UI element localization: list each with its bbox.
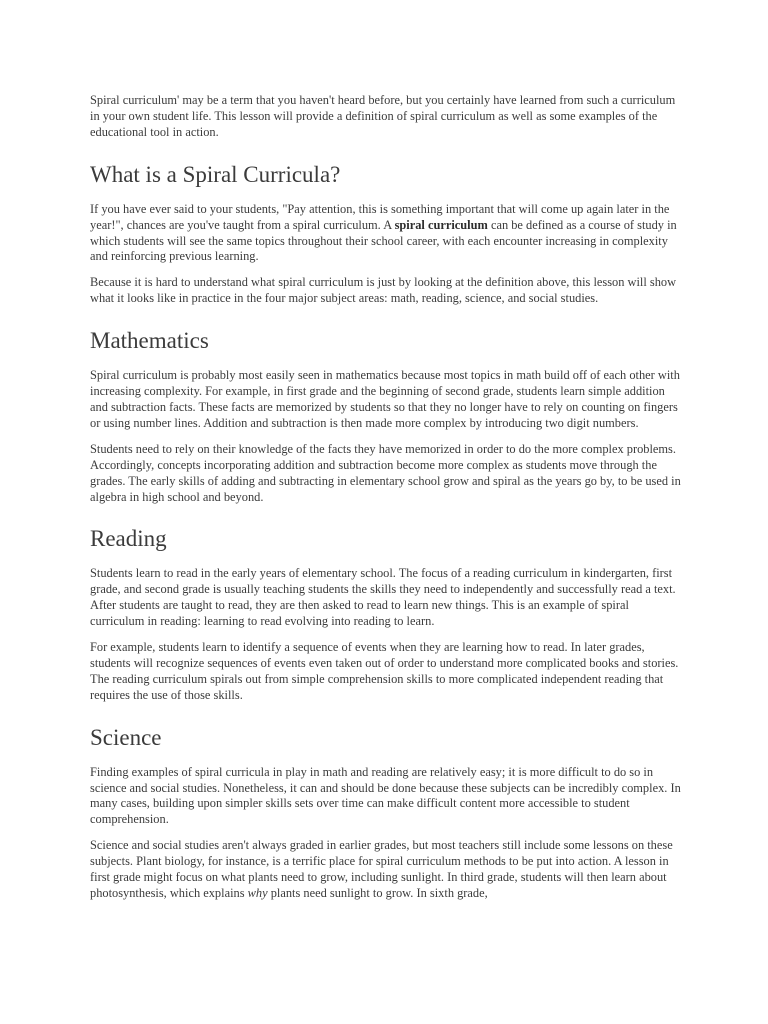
intro-paragraph: Spiral curriculum' may be a term that you haven't heard before, but you certainly have learned from such a curriculum in your own student life. This lesson will provide a definition of spiral curriculum as well as some examples of the educational tool in action. (90, 93, 676, 139)
paragraph-definition: If you have ever said to your students, "Pay attention, this is something important that will come up again later in the year!", chances are you've taught from a spiral curriculum. A spiral curriculum can be defined as a course of study in which students will see the same topics throughout their school career, with each encounter increasing in complexity and reinforcing previous learning. (90, 201, 677, 264)
heading-mathematics: Mathematics (90, 328, 209, 354)
paragraph-math-1: Spiral curriculum is probably most easily seen in mathematics because most topics in math build off of each other with increasing complexity. For example, in first grade and the beginning of second grade, students learn simple addition and subtraction facts. These facts are memorized by students so that they no longer have to rely on counting on fingers or using number lines. Addition and subtraction is then made more complex by introducing two digit numbers. (90, 368, 680, 430)
paragraph-science-1: Finding examples of spiral curricula in play in math and reading are relatively easy; it is more difficult to do so in science and social studies. Nonetheless, it can and should be done because these subjects can be incredibly complex. In many cases, building upon simpler skills sets over time can make difficult content more accessible to student comprehension. (90, 764, 681, 827)
term-spiral-curriculum: spiral curriculum (394, 217, 488, 232)
paragraph-math-2: Students need to rely on their knowledge of the facts they have memorized in order to do the more complex problems. Accordingly, concepts incorporating addition and subtraction become more complex as students move through the grades. The early skills of adding and subtracting in elementary school grow and spiral as the years go by, to be used in algebra in high school and beyond. (90, 441, 681, 504)
heading-science: Science (90, 724, 162, 750)
heading-spiral-curricula: What is a Spiral Curricula? (90, 161, 341, 187)
document-page (90, 93, 682, 912)
heading-reading: Reading (90, 526, 167, 552)
emphasis-why: why (247, 886, 268, 900)
paragraph-reading-1: Students learn to read in the early years of elementary school. The focus of a reading curriculum in kindergarten, first grade, and second grade is usually teaching students the skills they need to independently and successfully read a text. After students are taught to read, they are then asked to read to learn new things. This is an example of spiral curriculum in reading: learning to read evolving into reading to learn. (90, 566, 676, 629)
paragraph-science-2: Science and social studies aren't always graded in earlier grades, but most teachers still include some lessons on these subjects. Plant biology, for instance, is a terrific place for spiral curriculum methods to be put into action. A lesson in first grade might focus on what plants need to grow, including sunlight. In third grade, students will then learn about photosynthesis, which explains why plants need sunlight to grow. In sixth grade, (90, 838, 673, 900)
paragraph-reading-2: For example, students learn to identify a sequence of events when they are learning how to read. In later grades, students will recognize sequences of events even taken out of order to understand more complicated books and stories. The reading curriculum spirals out from simple comprehension skills to more complicated independent reading that requires the use of those skills. (90, 640, 679, 702)
paragraph-overview: Because it is hard to understand what spiral curriculum is just by looking at the definition above, this lesson will show what it looks like in practice in the four major subject areas: math, reading, science, and social studies. (90, 275, 677, 306)
